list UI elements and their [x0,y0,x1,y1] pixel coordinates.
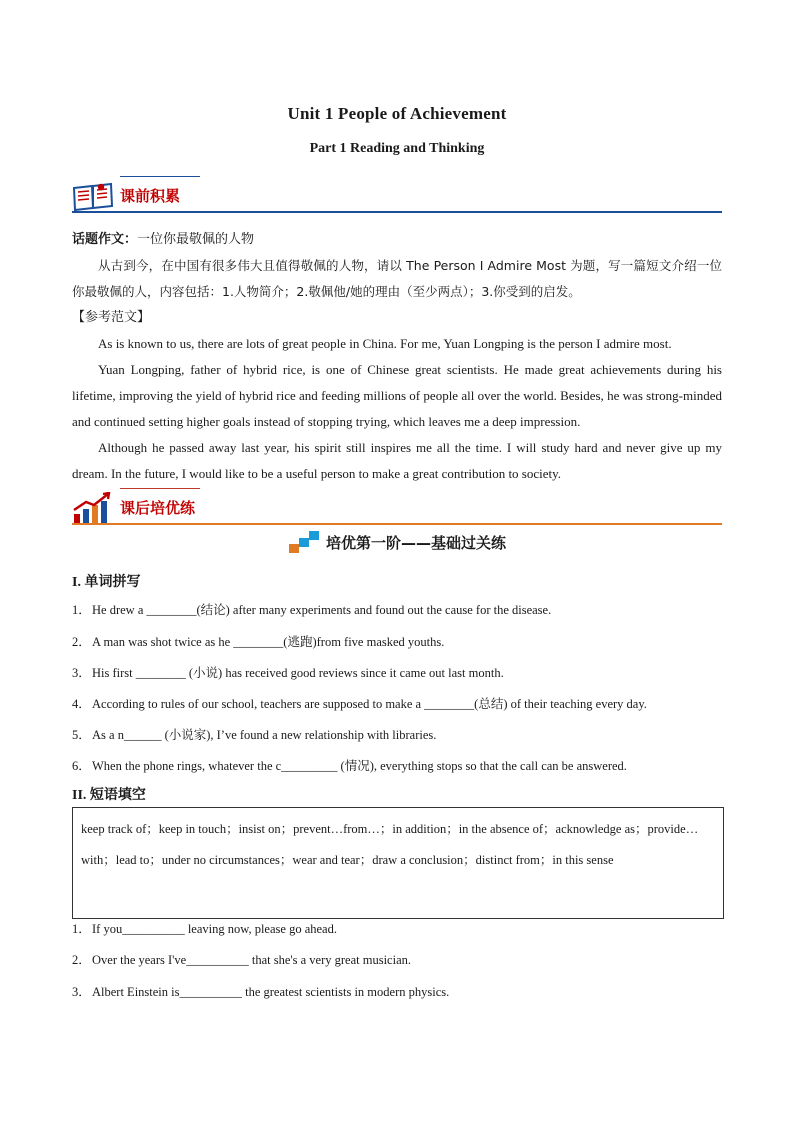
item-number: 6． [72,759,91,773]
item-number: 5． [72,728,91,742]
section-label: 课后培优练 [120,499,196,517]
section-header-pre-class [72,176,722,216]
list-item [72,694,722,712]
list-item [72,725,722,743]
reference-label: 【参考范文】 [72,310,151,325]
list-item [72,756,722,774]
phrase-bank-box [72,807,724,919]
list-item [72,982,722,1000]
item-text: His first ________ (小说) has received good reviews since it came out last month. [92,666,504,680]
item-text: According to rules of our school, teachers are supposed to make a ________(总结) of their teaching every day. [92,697,647,711]
item-number: 1． [72,603,91,617]
item-number: 2． [72,953,91,967]
list-item [72,919,722,937]
book-icon [72,180,114,212]
essay-paragraph: Although he passed away last year, his spirit still inspires me all the time. I will study hard and never give up my dream. In the future, I would like to be a useful person to make a great contribution to society. [72,440,722,481]
list-item [72,632,722,650]
section-label: 课前积累 [120,187,181,205]
essay-paragraph: As is known to us, there are lots of great people in China. For me, Yuan Longping is the person I admire most. [98,336,672,351]
list-item [72,663,722,681]
list-item [72,600,722,618]
item-number: 2． [72,635,91,649]
part1-roman: I. [72,575,85,590]
item-text: Albert Einstein is__________ the greatest scientists in modern physics. [92,985,450,999]
bar-chart-icon [72,492,114,524]
item-text: When the phone rings, whatever the c_________ (情况), everything stops so that the call can be answered. [92,759,627,773]
topic-heading-rest: 一位你最敬佩的人物 [137,232,255,247]
part1-title: 单词拼写 [84,574,141,590]
topic-heading: 话题作文： [72,232,138,247]
item-number: 3． [72,985,91,999]
item-text: Over the years I've__________ that she's a very great musician. [92,953,411,967]
item-text: As a n______ (小说家), I’ve found a new relationship with libraries. [92,728,437,742]
stage-label: 培优第一阶——基础过关练 [325,533,506,552]
item-number: 3． [72,666,91,680]
item-text: He drew a ________(结论) after many experiments and found out the cause for the disease. [92,603,552,617]
stage-header [0,530,794,559]
item-number: 4． [72,697,91,711]
item-number: 1． [72,922,91,936]
item-text: If you__________ leaving now, please go ahead. [92,922,337,936]
page-subtitle: Part 1 Reading and Thinking [309,141,485,156]
item-text: A man was shot twice as he ________(逃跑)from five masked youths. [92,635,445,649]
part2-heading [72,784,146,804]
page-title: Unit 1 People of Achievement [287,104,507,123]
list-item [72,950,722,968]
part1-heading [72,571,140,591]
essay-paragraph: Yuan Longping, father of hybrid rice, is one of Chinese great scientists. He made great achievements during his lifetime, improving the yield of hybrid rice and feeding millions of people all over the world. Besides, he was strong-minded and continued setting higher goals instead of stopping trying, which leaves me a deep impression. [72,362,722,429]
section-header-after-class [72,488,722,528]
topic-essay-block [72,227,722,487]
part2-roman: II. [72,788,90,803]
stairs-icon [288,530,320,554]
phrase-bank: keep track of；keep in touch；insist on；prevent…from…；in addition；in the absence of；acknowledge as；provide…with；lead to；under no circumstances；wear and tear；draw a conclusion；distinct from；in this sense [81,822,699,867]
topic-prompt: 从古到今，在中国有很多伟大且值得敬佩的人物，请以 The Person I Admire Most 为题，写一篇短文介绍一位你最敬佩的人，内容包括：1.人物简介；2.敬佩他/她的理由（至少两点）；3.你受到的启发。 [72,258,722,299]
part2-title: 短语填空 [89,787,146,803]
